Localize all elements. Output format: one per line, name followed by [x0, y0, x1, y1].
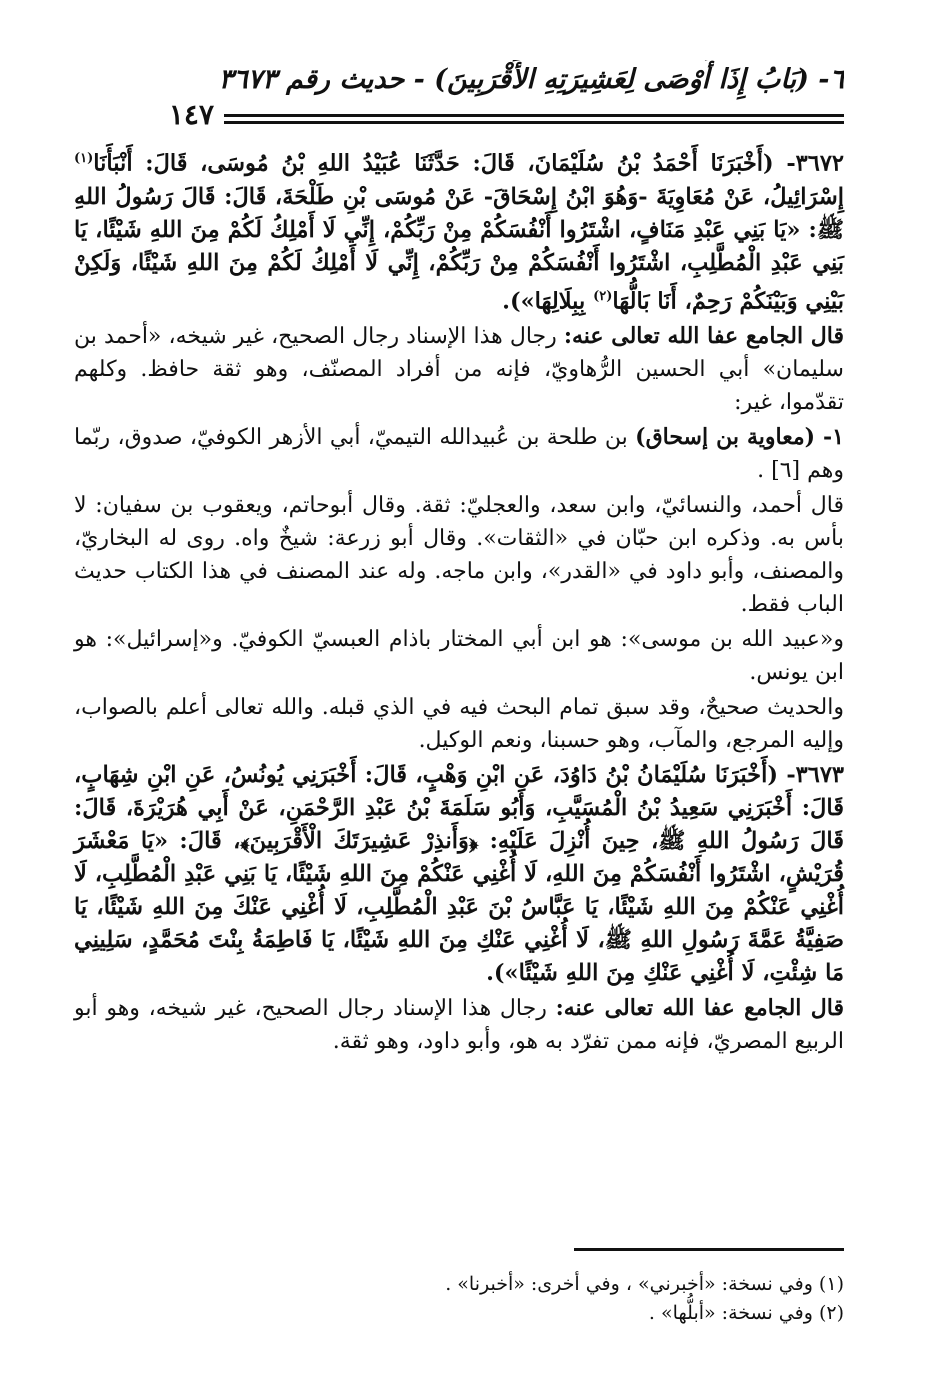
footnote-ref-1: (١): [74, 151, 94, 166]
hadith-text-part1: (أَخْبَرَنَا أَحْمَدُ بْنُ سُلَيْمَانَ، قَالَ: حَدَّثَنَا عُبَيْدُ اللهِ بْنُ مُوسَى، قَالَ: أَنْبَأَنَا: [93, 150, 774, 177]
commentary-text: رجال هذا الإسناد رجال الصحيح، غير شيخه، وهو أبو الربيع المصريّ، فإنه ممن تفرّد به هو، وأبو داود، وهو ثقة.: [74, 996, 844, 1054]
narrator-name: ١- (معاوية بن إسحاق): [635, 424, 844, 450]
hadith-text-part2: إِسْرَائِيلُ، عَنْ مُعَاوِيَةَ -وَهُوَ ابْنُ إِسْحَاقَ- عَنْ مُوسَى بْنِ طَلْحَةَ، قَالَ: قَالَ رَسُولُ اللهِ ﷺ: «يَا بَنِي عَبْدِ مَنَافٍ، اشْتَرُوا أَنْفُسَكُمْ مِنْ رَبِّكُمْ، إِنِّي لَا أَمْلِكُ لَكُمْ مِنَ اللهِ شَيْئًا، يَا بَنِي عَبْدِ الْمُطَّلِبِ، اشْتَرُوا أَنْفُسَكُمْ مِنْ رَبِّكُمْ، إِنِّي لَا أَمْلِكُ لَكُمْ مِنَ اللهِ شَيْئًا، وَلَكِنْ بَيْنِي وَبَيْنَكُمْ رَحِمٌ، أَنَا بَالُّهَا: [74, 183, 844, 314]
hadith-3673: [74, 759, 844, 990]
paragraph-conclusion: والحديث صحيحٌ، وقد سبق تمام البحث فيه في الذي قبله. والله تعالى أعلم بالصواب، وإليه المرجع، والمآب، وهو حسبنا، ونعم الوكيل.: [74, 695, 844, 753]
hadith-text: (أَخْبَرَنَا سُلَيْمَانُ بْنُ دَاوُدَ، عَنِ ابْنِ وَهْبٍ، قَالَ: أَخْبَرَنِي يُونُسُ، عَنِ ابْنِ شِهَابٍ، قَالَ: أَخْبَرَنِي سَعِيدُ بْنُ الْمُسَيَّبِ، وَأَبُو سَلَمَةَ بْنُ عَبْدِ الرَّحْمَنِ، عَنْ أَبِي هُرَيْرَةَ، قَالَ: قَالَ رَسُولُ اللهِ ﷺ، حِينَ أُنْزِلَ عَلَيْهِ: ﴿وَأَنذِرْ عَشِيرَتَكَ الْأَقْرَبِينَ﴾، قَالَ: «يَا مَعْشَرَ قُرَيْشٍ، اشْتَرُوا أَنْفُسَكُمْ مِنَ اللهِ، لَا أُغْنِي عَنْكُمْ مِنَ اللهِ شَيْئًا، يَا بَنِي عَبْدِ الْمُطَّلِبِ، لَا أُغْنِي عَنْكُمْ مِنَ اللهِ شَيْئًا، يَا عَبَّاسُ بْنَ عَبْدِ الْمُطَّلِبِ، لَا أُغْنِي عَنْكَ مِنَ اللهِ شَيْئًا، يَا صَفِيَّةُ عَمَّةَ رَسُولِ اللهِ ﷺ، لَا أُغْنِي عَنْكِ مِنَ اللهِ شَيْئًا، يَا فَاطِمَةُ بِنْتَ مُحَمَّدٍ، سَلِينِي مَا شِئْتِ، لَا أُغْنِي عَنْكِ مِنَ اللهِ شَيْئًا»).: [74, 762, 844, 986]
header-double-rule: [224, 114, 844, 124]
hadith-3672: [74, 142, 844, 318]
commentary-text: رجال هذا الإسناد رجال الصحيح، غير شيخه، «أحمد بن سليمان» أبي الحسين الرُّهاويّ، فإنه من أفراد المصنّف، وهو ثقة حافظ. وكلهم تقدّموا، غير:: [74, 324, 844, 415]
commentary-1: [74, 320, 844, 419]
footnote-ref-2: (٢): [593, 288, 613, 304]
hadith-text-part3: بِبِلَالِهَا»).: [502, 288, 586, 314]
running-header: ٦- (بَابُ إِذَا أَوْصَى لِعَشِيرَتِهِ الأَقْرَبِينَ) - حديث رقم ٣٦٧٣: [218, 64, 844, 95]
narrator-text: بن طلحة بن عُبيدالله التيميّ، أبي الأزهر الكوفيّ، صدوق، ربّما وهم [٦] .: [74, 425, 844, 483]
narrator-note: [74, 421, 844, 487]
footnote-separator: [574, 1248, 844, 1251]
header-rule-row: [74, 98, 844, 142]
footnotes: [74, 1270, 844, 1328]
page-number: ١٤٧: [168, 98, 214, 131]
commentator-lead: قال الجامع عفا الله تعالى عنه:: [555, 995, 844, 1021]
paragraph-other-narrators: و«عبيد الله بن موسى»: هو ابن أبي المختار باذام العبسيّ الكوفيّ. و«إسرائيل»: هو ابن يونس.: [74, 627, 844, 685]
page: [74, 60, 844, 1360]
footnote-2: (٢) وفي نسخة: «أبلُّها» .: [648, 1302, 844, 1324]
footnote-1: (١) وفي نسخة: «أخبرني» ، وفي أخرى: «أخبرنا» .: [445, 1273, 844, 1295]
hadith-number: ٣٦٧٣-: [786, 762, 844, 788]
hadith-number: ٣٦٧٢-: [786, 150, 844, 177]
paragraph-narrator-grading: قال أحمد، والنسائيّ، وابن سعد، والعجليّ: ثقة. وقال أبوحاتم، ويعقوب بن سفيان: لا بأس به. وذكره ابن حبّان في «الثقات». وقال أبو زرعة: شيخٌ واه. روى له البخاريّ، والمصنف، وأبو داود في «القدر»، وابن ماجه. وله عند المصنف في هذا الكتاب حديث الباب فقط.: [74, 493, 844, 617]
commentator-lead: قال الجامع عفا الله تعالى عنه:: [563, 323, 844, 349]
commentary-2: [74, 992, 844, 1058]
